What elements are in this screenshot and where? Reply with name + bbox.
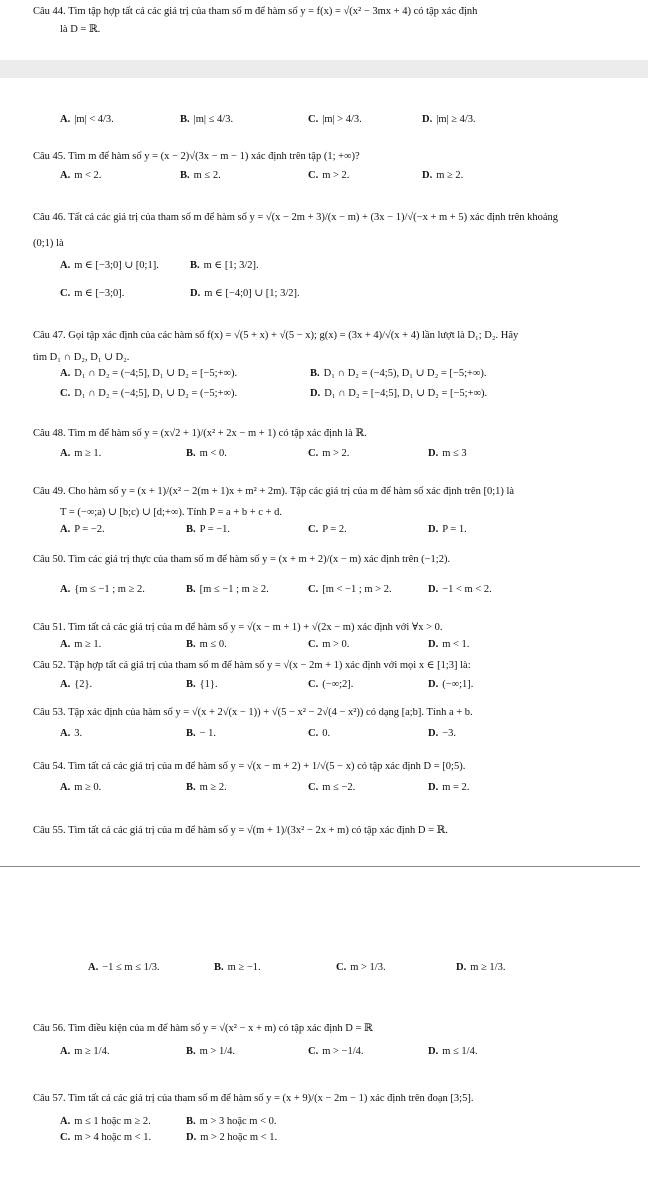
q45-option-a[interactable]: A. m < 2. xyxy=(60,170,102,181)
q44-stem: Câu 44. Tìm tập hợp tất cả các giá trị của tham số m để hàm số y = f(x) = √(x² − 3mx + 4) có tập xác định xyxy=(33,6,478,17)
q48-option-c[interactable]: C. m > 2. xyxy=(308,448,350,459)
q48-options xyxy=(60,446,638,462)
q52-option-a[interactable]: A. {2}. xyxy=(60,679,93,690)
page-divider xyxy=(0,866,640,867)
q52-option-b[interactable]: B. {1}. xyxy=(186,679,218,690)
q56-stem: Câu 56. Tìm điều kiện của m để hàm số y = √(x² − x + m) có tập xác định D = ℝ xyxy=(33,1023,373,1034)
q49-stem-cont: T = (−∞;a) ∪ [b;c) ∪ [d;+∞). Tính P = a + b + c + d. xyxy=(60,507,282,518)
q51-stem: Câu 51. Tìm tất cả các giá trị của m để hàm số y = √(x − m + 1) + √(2x − m) xác định với ∀x > 0. xyxy=(33,622,443,633)
q44-option-a[interactable]: A. |m| < 4/3. xyxy=(60,114,114,125)
q52-option-c[interactable]: C. (−∞;2]. xyxy=(308,679,354,690)
q50-option-b[interactable]: B. [m ≤ −1 ; m ≥ 2. xyxy=(186,584,269,595)
q52-options xyxy=(60,677,638,693)
q54-option-b[interactable]: B. m ≥ 2. xyxy=(186,782,227,793)
q50-options xyxy=(60,582,638,598)
q53-option-c[interactable]: C. 0. xyxy=(308,728,331,739)
q44-option-d[interactable]: D. |m| ≥ 4/3. xyxy=(422,114,476,125)
q54-option-c[interactable]: C. m ≤ −2. xyxy=(308,782,356,793)
q53-options xyxy=(60,726,638,742)
q52-option-d[interactable]: D. (−∞;1]. xyxy=(428,679,474,690)
q57-options-row1 xyxy=(60,1114,638,1130)
q47-option-b[interactable]: B. D₁ ∩ D₂ = (−4;5), D₁ ∪ D₂ = [−5;+∞). xyxy=(310,368,487,379)
q47-options-row1 xyxy=(60,366,638,382)
q45-stem: Câu 45. Tìm m để hàm số y = (x − 2)√(3x − m − 1) xác định trên tập (1; +∞)? xyxy=(33,151,360,162)
q50-option-c[interactable]: C. [m < −1 ; m > 2. xyxy=(308,584,392,595)
q51-option-d[interactable]: D. m < 1. xyxy=(428,639,470,650)
q55-option-d[interactable]: D. m ≥ 1/3. xyxy=(456,962,506,973)
q46-options-row1 xyxy=(60,258,638,274)
q56-options xyxy=(60,1044,638,1060)
q46-option-d[interactable]: D. m ∈ [−4;0] ∪ [1; 3/2]. xyxy=(190,288,300,299)
q56-option-c[interactable]: C. m > −1/4. xyxy=(308,1046,364,1057)
q51-option-a[interactable]: A. m ≥ 1. xyxy=(60,639,102,650)
q53-stem: Câu 53. Tập xác định của hàm số y = √(x + 2√(x − 1)) + √(5 − x² − 2√(4 − x²)) có dạng [a;b]. Tính a + b. xyxy=(33,707,473,718)
q51-option-c[interactable]: C. m > 0. xyxy=(308,639,350,650)
q55-stem: Câu 55. Tìm tất cả các giá trị của m để hàm số y = √(m + 1)/(3x² − 2x + m) có tập xác định D = ℝ. xyxy=(33,825,449,836)
q44-stem-cont: là D = ℝ. xyxy=(60,24,101,35)
q47-stem: Câu 47. Gọi tập xác định của các hàm số f(x) = √(5 + x) + √(5 − x); g(x) = (3x + 4)/√(x + 4) lần lượt là D₁; D₂. Hãy xyxy=(33,330,519,341)
q46-options-row2 xyxy=(60,286,638,302)
q46-option-a[interactable]: A. m ∈ [−3;0] ∪ [0;1]. xyxy=(60,260,159,271)
q45-option-c[interactable]: C. m > 2. xyxy=(308,170,350,181)
q48-option-b[interactable]: B. m < 0. xyxy=(186,448,227,459)
q45-option-d[interactable]: D. m ≥ 2. xyxy=(422,170,464,181)
q51-options xyxy=(60,637,638,653)
q44-option-c[interactable]: C. |m| > 4/3. xyxy=(308,114,362,125)
q50-option-a[interactable]: A. {m ≤ −1 ; m ≥ 2. xyxy=(60,584,145,595)
q55-option-c[interactable]: C. m > 1/3. xyxy=(336,962,386,973)
q49-option-c[interactable]: C. P = 2. xyxy=(308,524,347,535)
q47-option-c[interactable]: C. D₁ ∩ D₂ = (−4;5], D₁ ∪ D₂ = (−5;+∞). xyxy=(60,388,238,399)
q47-options-row2 xyxy=(60,386,638,402)
q57-options-row2 xyxy=(60,1130,638,1146)
q50-option-d[interactable]: D. −1 < m < 2. xyxy=(428,584,492,595)
q47-option-a[interactable]: A. D₁ ∩ D₂ = (−4;5], D₁ ∪ D₂ = [−5;+∞). xyxy=(60,368,238,379)
q45-options xyxy=(60,168,638,184)
q55-option-a[interactable]: A. −1 ≤ m ≤ 1/3. xyxy=(88,962,160,973)
q54-option-d[interactable]: D. m = 2. xyxy=(428,782,470,793)
q53-option-b[interactable]: B. − 1. xyxy=(186,728,217,739)
q45-option-b[interactable]: B. m ≤ 2. xyxy=(180,170,221,181)
q49-option-b[interactable]: B. P = −1. xyxy=(186,524,231,535)
q57-option-a[interactable]: A. m ≤ 1 hoặc m ≥ 2. xyxy=(60,1116,151,1127)
q53-option-d[interactable]: D. −3. xyxy=(428,728,457,739)
page-separator xyxy=(0,60,648,78)
q44-options xyxy=(60,112,638,128)
q47-stem-cont: tìm D₁ ∩ D₂, D₁ ∪ D₂. xyxy=(33,352,130,363)
q54-stem: Câu 54. Tìm tất cả các giá trị của m để hàm số y = √(x − m + 2) + 1/√(5 − x) có tập xác định D = [0;5). xyxy=(33,761,466,772)
q46-stem-cont: (0;1) là xyxy=(33,238,64,249)
q52-stem: Câu 52. Tập hợp tất cả giá trị của tham số m để hàm số y = √(x − 2m + 1) xác định với mọi x ∈ [1;3] là: xyxy=(33,660,471,671)
q53-option-a[interactable]: A. 3. xyxy=(60,728,83,739)
q57-option-d[interactable]: D. m > 2 hoặc m < 1. xyxy=(186,1132,278,1143)
q49-options xyxy=(60,522,638,538)
q57-stem: Câu 57. Tìm tất cả các giá trị của tham số m để hàm số y = (x + 9)/(x − 2m − 1) xác định trên đoạn [3;5]. xyxy=(33,1093,474,1104)
q46-option-b[interactable]: B. m ∈ [1; 3/2]. xyxy=(190,260,259,271)
q56-option-d[interactable]: D. m ≤ 1/4. xyxy=(428,1046,478,1057)
q49-option-d[interactable]: D. P = 1. xyxy=(428,524,467,535)
q47-option-d[interactable]: D. D₁ ∩ D₂ = [−4;5], D₁ ∪ D₂ = [−5;+∞). xyxy=(310,388,488,399)
q51-option-b[interactable]: B. m ≤ 0. xyxy=(186,639,227,650)
q46-option-c[interactable]: C. m ∈ [−3;0]. xyxy=(60,288,125,299)
q48-option-d[interactable]: D. m ≤ 3 xyxy=(428,448,467,459)
q48-stem: Câu 48. Tìm m để hàm số y = (x√2 + 1)/(x² + 2x − m + 1) có tập xác định là ℝ. xyxy=(33,428,367,439)
q55-option-b[interactable]: B. m ≥ −1. xyxy=(214,962,261,973)
q44-option-b[interactable]: B. |m| ≤ 4/3. xyxy=(180,114,234,125)
q55-options xyxy=(60,960,638,976)
q54-options xyxy=(60,780,638,796)
q57-option-b[interactable]: B. m > 3 hoặc m < 0. xyxy=(186,1116,277,1127)
q49-option-a[interactable]: A. P = −2. xyxy=(60,524,105,535)
q54-option-a[interactable]: A. m ≥ 0. xyxy=(60,782,102,793)
q48-option-a[interactable]: A. m ≥ 1. xyxy=(60,448,102,459)
q50-stem: Câu 50. Tìm các giá trị thực của tham số m để hàm số y = (x + m + 2)/(x − m) xác định trên (−1;2). xyxy=(33,554,451,565)
q56-option-b[interactable]: B. m > 1/4. xyxy=(186,1046,236,1057)
q46-stem: Câu 46. Tất cả các giá trị của tham số m để hàm số y = √(x − 2m + 3)/(x − m) + (3x − 1)/√(−x + m + 5) xác định trên khoảng xyxy=(33,212,559,223)
q49-stem: Câu 49. Cho hàm số y = (x + 1)/(x² − 2(m + 1)x + m² + 2m). Tập các giá trị của m để hàm số xác định trên [0;1) là xyxy=(33,486,515,497)
q57-option-c[interactable]: C. m > 4 hoặc m < 1. xyxy=(60,1132,152,1143)
q56-option-a[interactable]: A. m ≥ 1/4. xyxy=(60,1046,110,1057)
